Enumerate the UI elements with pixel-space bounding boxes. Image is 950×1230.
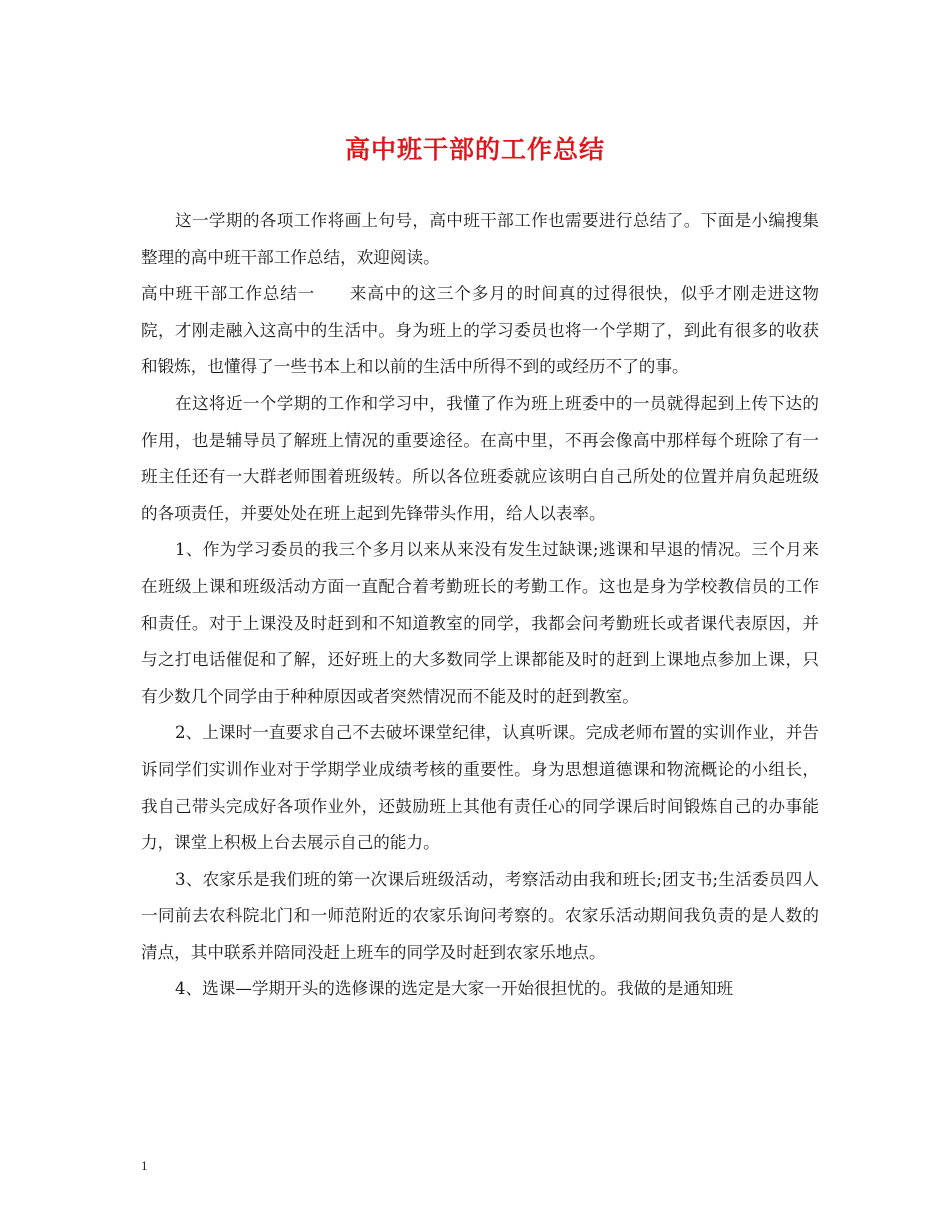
paragraph-summary-one: 高中班干部工作总结一 来高中的这三个多月的时间真的过得很快，似乎才刚走进这物院，才刚走融入这高中的生活中。身为班上的学习委员也将一个学期了，到此有很多的收获和锻炼，也懂得了一些书本上和以前的生活中所得不到的或经历不了的事。 — [141, 284, 819, 377]
document-body — [141, 203, 819, 1008]
document-title: 高中班干部的工作总结 — [344, 135, 605, 164]
paragraph-intro: 这一学期的各项工作将画上句号，高中班干部工作也需要进行总结了。下面是小编搜集整理的高中班干部工作总结，欢迎阅读。 — [141, 211, 819, 267]
paragraph-item-2: 2、上课时一直要求自己不去破坏课堂纪律，认真听课。完成老师布置的实训作业，并告诉同学们实训作业对于学期学业成绩考核的重要性。身为思想道德课和物流概论的小组长，我自己带头完成好各项作业外，还鼓励班上其他有责任心的同学课后时间锻炼自己的办事能力，课堂上积极上台去展示自己的能力。 — [141, 723, 819, 853]
paragraph-role: 在这将近一个学期的工作和学习中，我懂了作为班上班委中的一员就得起到上传下达的作用，也是辅导员了解班上情况的重要途径。在高中里，不再会像高中那样每个班除了有一班主任还有一大群老师围着班级转。所以各位班委就应该明白自己所处的位置并肩负起班级的各项责任，并要处处在班上起到先锋带头作用，给人以表率。 — [141, 393, 819, 523]
paragraph-item-3: 3、农家乐是我们班的第一次课后班级活动，考察活动由我和班长;团支书;生活委员四人一同前去农科院北门和一师范附近的农家乐询问考察的。农家乐活动期间我负责的是人数的清点，其中联系并陪同没赶上班车的同学及时赶到农家乐地点。 — [141, 869, 819, 962]
page-number: 1 — [141, 1158, 148, 1173]
paragraph-item-4: 4、选课—学期开头的选修课的选定是大家一开始很担忧的。我做的是通知班 — [175, 979, 734, 999]
paragraph-item-1: 1、作为学习委员的我三个多月以来从来没有发生过缺课;逃课和早退的情况。三个月来 在班级上课和班级活动方面一直配合着考勤班长的考勤工作。这也是身为学校教信员的工作和责任。对于上课没及时赶到和不知道教室的同学，我都会问考勤班长或者课代表原因，并与之打电话催促和了解，还好班上的大多数同学上课都能及时的赶到上课地点参加上课，只有少数几个同学由于种种原因或者突然情况而不能及时的赶到教室。 — [141, 540, 819, 706]
